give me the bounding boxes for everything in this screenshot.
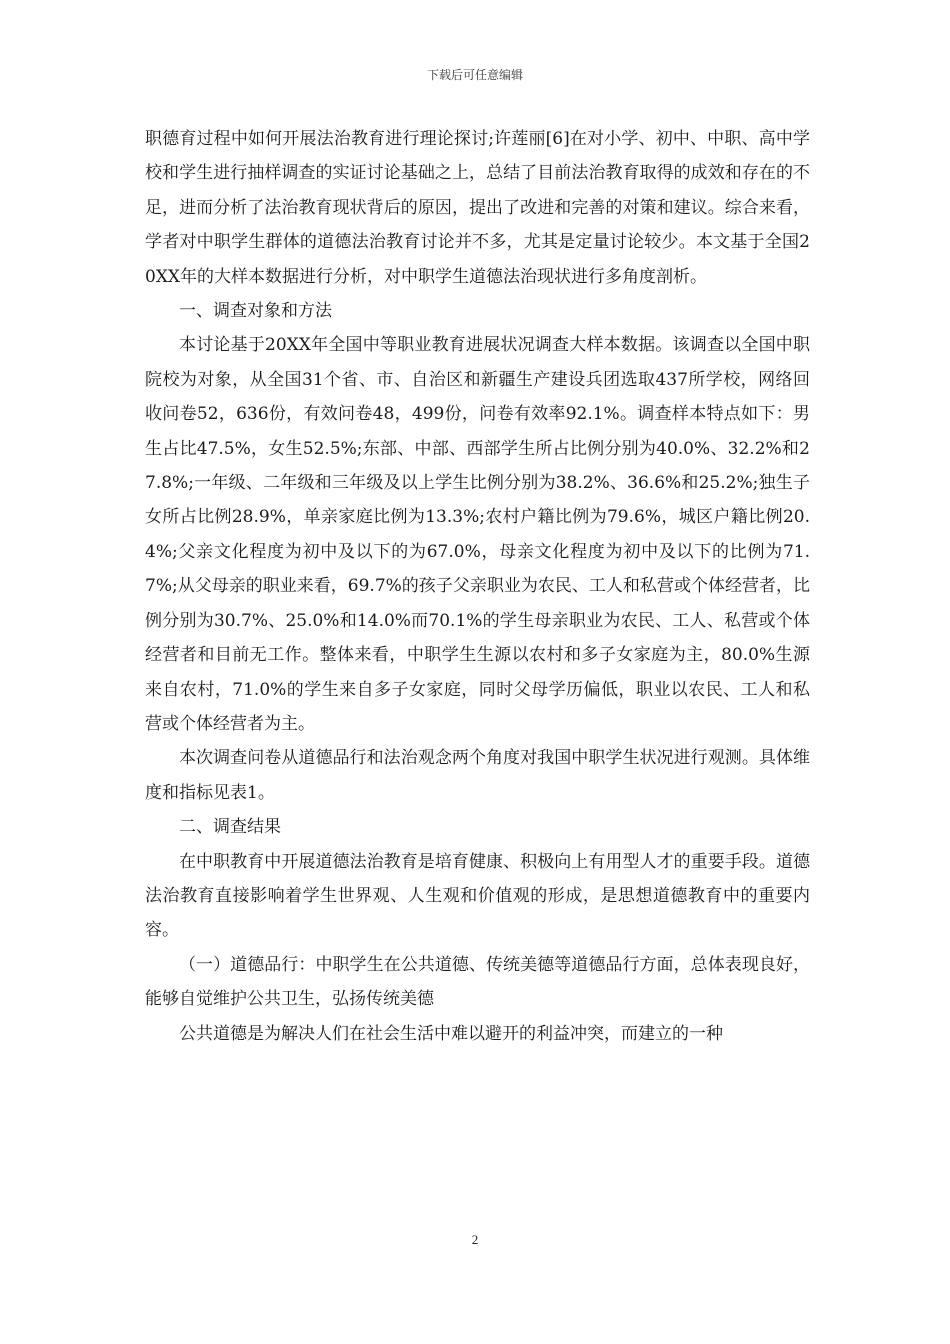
page-number: 2 xyxy=(471,1232,479,1247)
paragraph-literature-review: 职德育过程中如何开展法治教育进行理论探讨;许莲丽[6]在对小学、初中、中职、高中学校和学生进行抽样调查的实证讨论基础之上，总结了目前法治教育取得的成效和存在的不足，进而分析了法治教育现状背后的原因，提出了改进和完善的对策和建议。综合来看，学者对中职学生群体的道德法治教育讨论并不多，尤其是定量讨论较少。本文基于全国20XX年的大样本数据进行分析，对中职学生道德法治现状进行多角度剖析。 xyxy=(145,129,810,287)
header-note: 下载后可任意编辑 xyxy=(426,68,523,82)
paragraph-education-importance: 在中职教育中开展道德法治教育是培育健康、积极向上有用型人才的重要手段。道德法治教育直接影响着学生世界观、人生观和价值观的形成，是思想道德教育中的重要内容。 xyxy=(145,851,810,941)
paragraph-survey-data: 本讨论基于20XX年全国中等职业教育进展状况调查大样本数据。该调查以全国中职院校为对象，从全国31个省、市、自治区和新疆生产建设兵团选取437所学校，网络回收问卷52，636份，有效问卷48，499份，问卷有效率92.1%。调查样本特点如下：男生占比47.5%，女生52.5%;东部、中部、西部学生所占比例分别为40.0%、32.2%和27.8%;一年级、二年级和三年级及以上学生比例分别为38.2%、36.6%和25.2%;独生子女所占比例28.9%，单亲家庭比例为13.3%;农村户籍比例为79.6%，城区户籍比例20.4%;父亲文化程度为初中及以下的为67.0%，母亲文化程度为初中及以下的比例为71.7%;从父母亲的职业来看，69.7%的孩子父亲职业为农民、工人和私营或个体经营者，比例分别为30.7%、25.0%和14.0%而70.1%的学生母亲职业为农民、工人、私营或个体经营者和目前无工作。整体来看，中职学生生源以农村和多子女家庭为主，80.0%生源来自农村，71.0%的学生来自多子女家庭，同时父母学历偏低，职业以农民、工人和私营或个体经营者为主。 xyxy=(145,335,810,734)
section-heading-survey-results: 二、调查结果 xyxy=(179,817,281,838)
document-body xyxy=(145,122,810,1051)
paragraph-survey-dimensions: 本次调查问卷从道德品行和法治观念两个角度对我国中职学生状况进行观测。具体维度和指标见表1。 xyxy=(145,748,810,803)
paragraph-public-morality: 公共道德是为解决人们在社会生活中难以避开的利益冲突，而建立的一种 xyxy=(179,1023,723,1044)
subsection-heading-moral-conduct: （一）道德品行：中职学生在公共道德、传统美德等道德品行方面，总体表现良好，能够自觉维护公共卫生，弘扬传统美德 xyxy=(145,954,810,1010)
section-heading-survey-method: 一、调查对象和方法 xyxy=(179,301,332,322)
